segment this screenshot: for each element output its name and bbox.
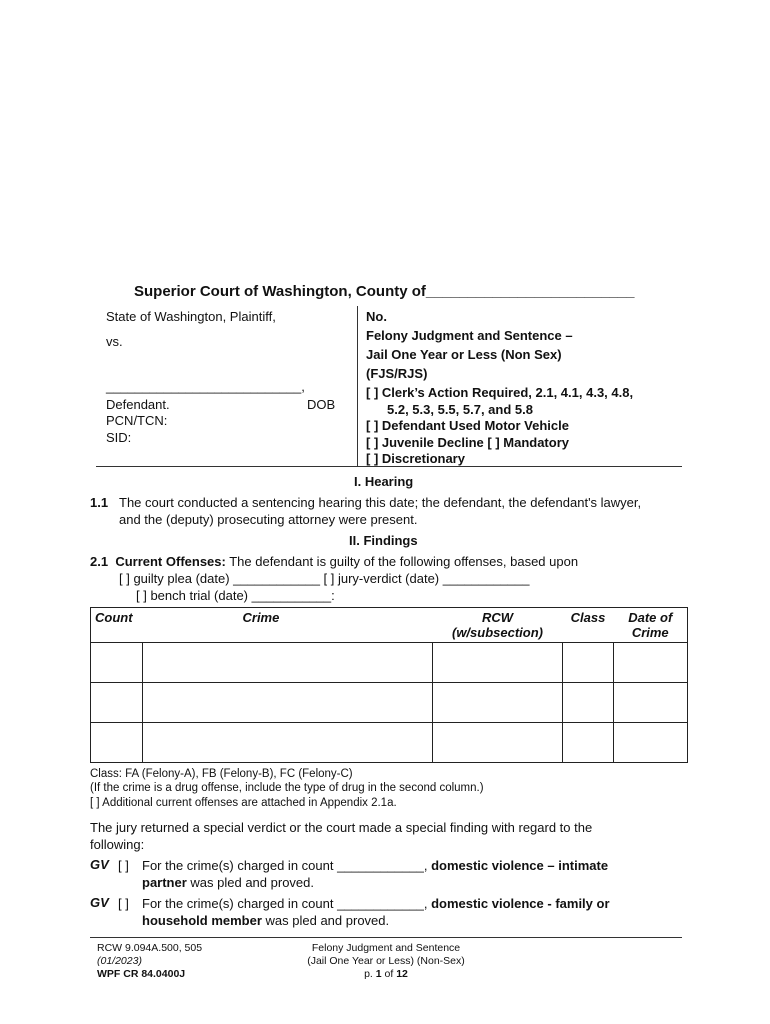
gv-finding-1-bold-2: partner [142,875,187,890]
juvenile-decline-checkbox[interactable]: [ ] Juvenile Decline [ ] Mandatory [366,435,569,450]
bench-trial-line[interactable]: [ ] bench trial (date) ___________: [136,588,335,603]
class-cell[interactable] [563,683,614,723]
gv-finding-2-line-2 [142,912,389,929]
gv-finding-2-bold: domestic violence - family or [431,896,610,911]
motor-vehicle-checkbox[interactable]: [ ] Defendant Used Motor Vehicle [366,418,569,433]
gv-finding-2-line-1 [142,895,610,912]
rcw-cell[interactable] [433,723,563,763]
vs-label: vs. [106,334,123,349]
footer-date: (01/2023) [97,955,142,967]
footer-rcw: RCW 9.094A.500, 505 [97,942,203,954]
header-crime: Crime [143,608,433,643]
section-1-1-text-line-2: and the (deputy) prosecuting attorney were present. [119,512,418,527]
special-verdict-intro-1: The jury returned a special verdict or the court made a special finding with regard to the [90,820,593,835]
gv-finding-2-bold-2: household member [142,913,262,928]
section-hearing-title: I. Hearing [354,474,414,489]
count-cell[interactable] [91,683,143,723]
drug-note: (If the crime is a drug offense, include the type of drug in the second column.) [90,782,484,794]
clerks-action-sections: 5.2, 5.3, 5.5, 5.7, and 5.8 [387,402,533,417]
discretionary-checkbox[interactable]: [ ] Discretionary [366,451,465,466]
footer-center [256,942,516,981]
footer-rule [90,937,682,938]
gv-label-1: GV [90,857,109,872]
header-date-of-crime: Date of Crime [614,608,688,643]
current-offenses-table [90,607,688,763]
doc-title-line-1: Felony Judgment and Sentence – [366,328,573,343]
caption-bottom-rule [96,466,682,467]
court-title-text: Superior Court of Washington, County of [134,283,426,300]
footer-left [97,942,202,981]
date-cell[interactable] [614,723,688,763]
header-class: Class [563,608,614,643]
date-cell[interactable] [614,643,688,683]
gv-finding-2-tail: was pled and proved. [261,913,390,928]
doc-title-line-3: (FJS/RJS) [366,366,428,381]
sid-label: SID: [106,430,132,445]
table-row [91,643,688,683]
court-title [134,283,634,300]
defendant-label: Defendant. [106,397,170,412]
section-1-1-number: 1.1 [90,495,109,510]
section-1-1-text-line-1: The court conducted a sentencing hearing this date; the defendant, the defendant's lawyer, [119,495,642,510]
class-cell[interactable] [563,643,614,683]
count-cell[interactable] [91,723,143,763]
section-2-1-number: 2.1 [90,554,109,569]
footer-page: p. 1 of 12 [364,968,408,980]
county-blank[interactable]: _________________________ [425,283,635,300]
gv-finding-1-text[interactable]: For the crime(s) charged in count ____________, [142,858,432,873]
class-note: Class: FA (Felony-A), FB (Felony-B), FC (Felony-C) [90,768,353,780]
header-rcw: RCW (w/subsection) [433,608,563,643]
header-count: Count [91,608,143,643]
plea-verdict-line[interactable]: [ ] guilty plea (date) ____________ [ ] jury-verdict (date) ____________ [119,571,530,586]
case-number-label: No. [366,309,387,324]
footer-page-total: 12 [396,968,408,980]
section-2-1-line-1 [90,553,578,570]
gv-finding-1-line-1 [142,857,608,874]
caption-divider [357,306,358,466]
gv-finding-1-line-2 [142,874,314,891]
gv-checkbox-1[interactable]: [ ] [118,858,129,873]
current-offenses-text: The defendant is guilty of the following offenses, based upon [225,554,579,569]
footer-title-2: (Jail One Year or Less) (Non-Sex) [307,955,465,967]
clerks-action-checkbox[interactable]: [ ] Clerk’s Action Required, 2.1, 4.1, 4.3, 4.8, [366,385,634,400]
gv-finding-1-bold: domestic violence – intimate [431,858,609,873]
gv-finding-1-tail: was pled and proved. [186,875,314,890]
count-cell[interactable] [91,643,143,683]
table-row [91,723,688,763]
footer-title-1: Felony Judgment and Sentence [311,942,461,954]
crime-cell[interactable] [143,643,433,683]
defendant-name-blank[interactable]: ___________________________, [106,379,305,394]
plaintiff-label: State of Washington, Plaintiff, [106,309,276,324]
rcw-cell[interactable] [433,643,563,683]
dob-label: DOB [307,397,336,412]
gv-checkbox-2[interactable]: [ ] [118,896,129,911]
appendix-checkbox[interactable]: [ ] Additional current offenses are attached in Appendix 2.1a. [90,797,397,809]
current-offenses-heading: Current Offenses: [115,554,226,569]
date-cell[interactable] [614,683,688,723]
crime-cell[interactable] [143,683,433,723]
section-findings-title: II. Findings [349,533,418,548]
table-row [91,683,688,723]
doc-title-line-2: Jail One Year or Less (Non Sex) [366,347,562,362]
special-verdict-intro-2: following: [90,837,145,852]
gv-finding-2-text[interactable]: For the crime(s) charged in count ____________, [142,896,432,911]
class-cell[interactable] [563,723,614,763]
gv-label-2: GV [90,895,109,910]
crime-cell[interactable] [143,723,433,763]
pcn-label: PCN/TCN: [106,413,168,428]
footer-page-number: 1 [375,968,382,980]
rcw-cell[interactable] [433,683,563,723]
table-header-row [91,608,688,643]
footer-form-number: WPF CR 84.0400J [97,968,186,980]
